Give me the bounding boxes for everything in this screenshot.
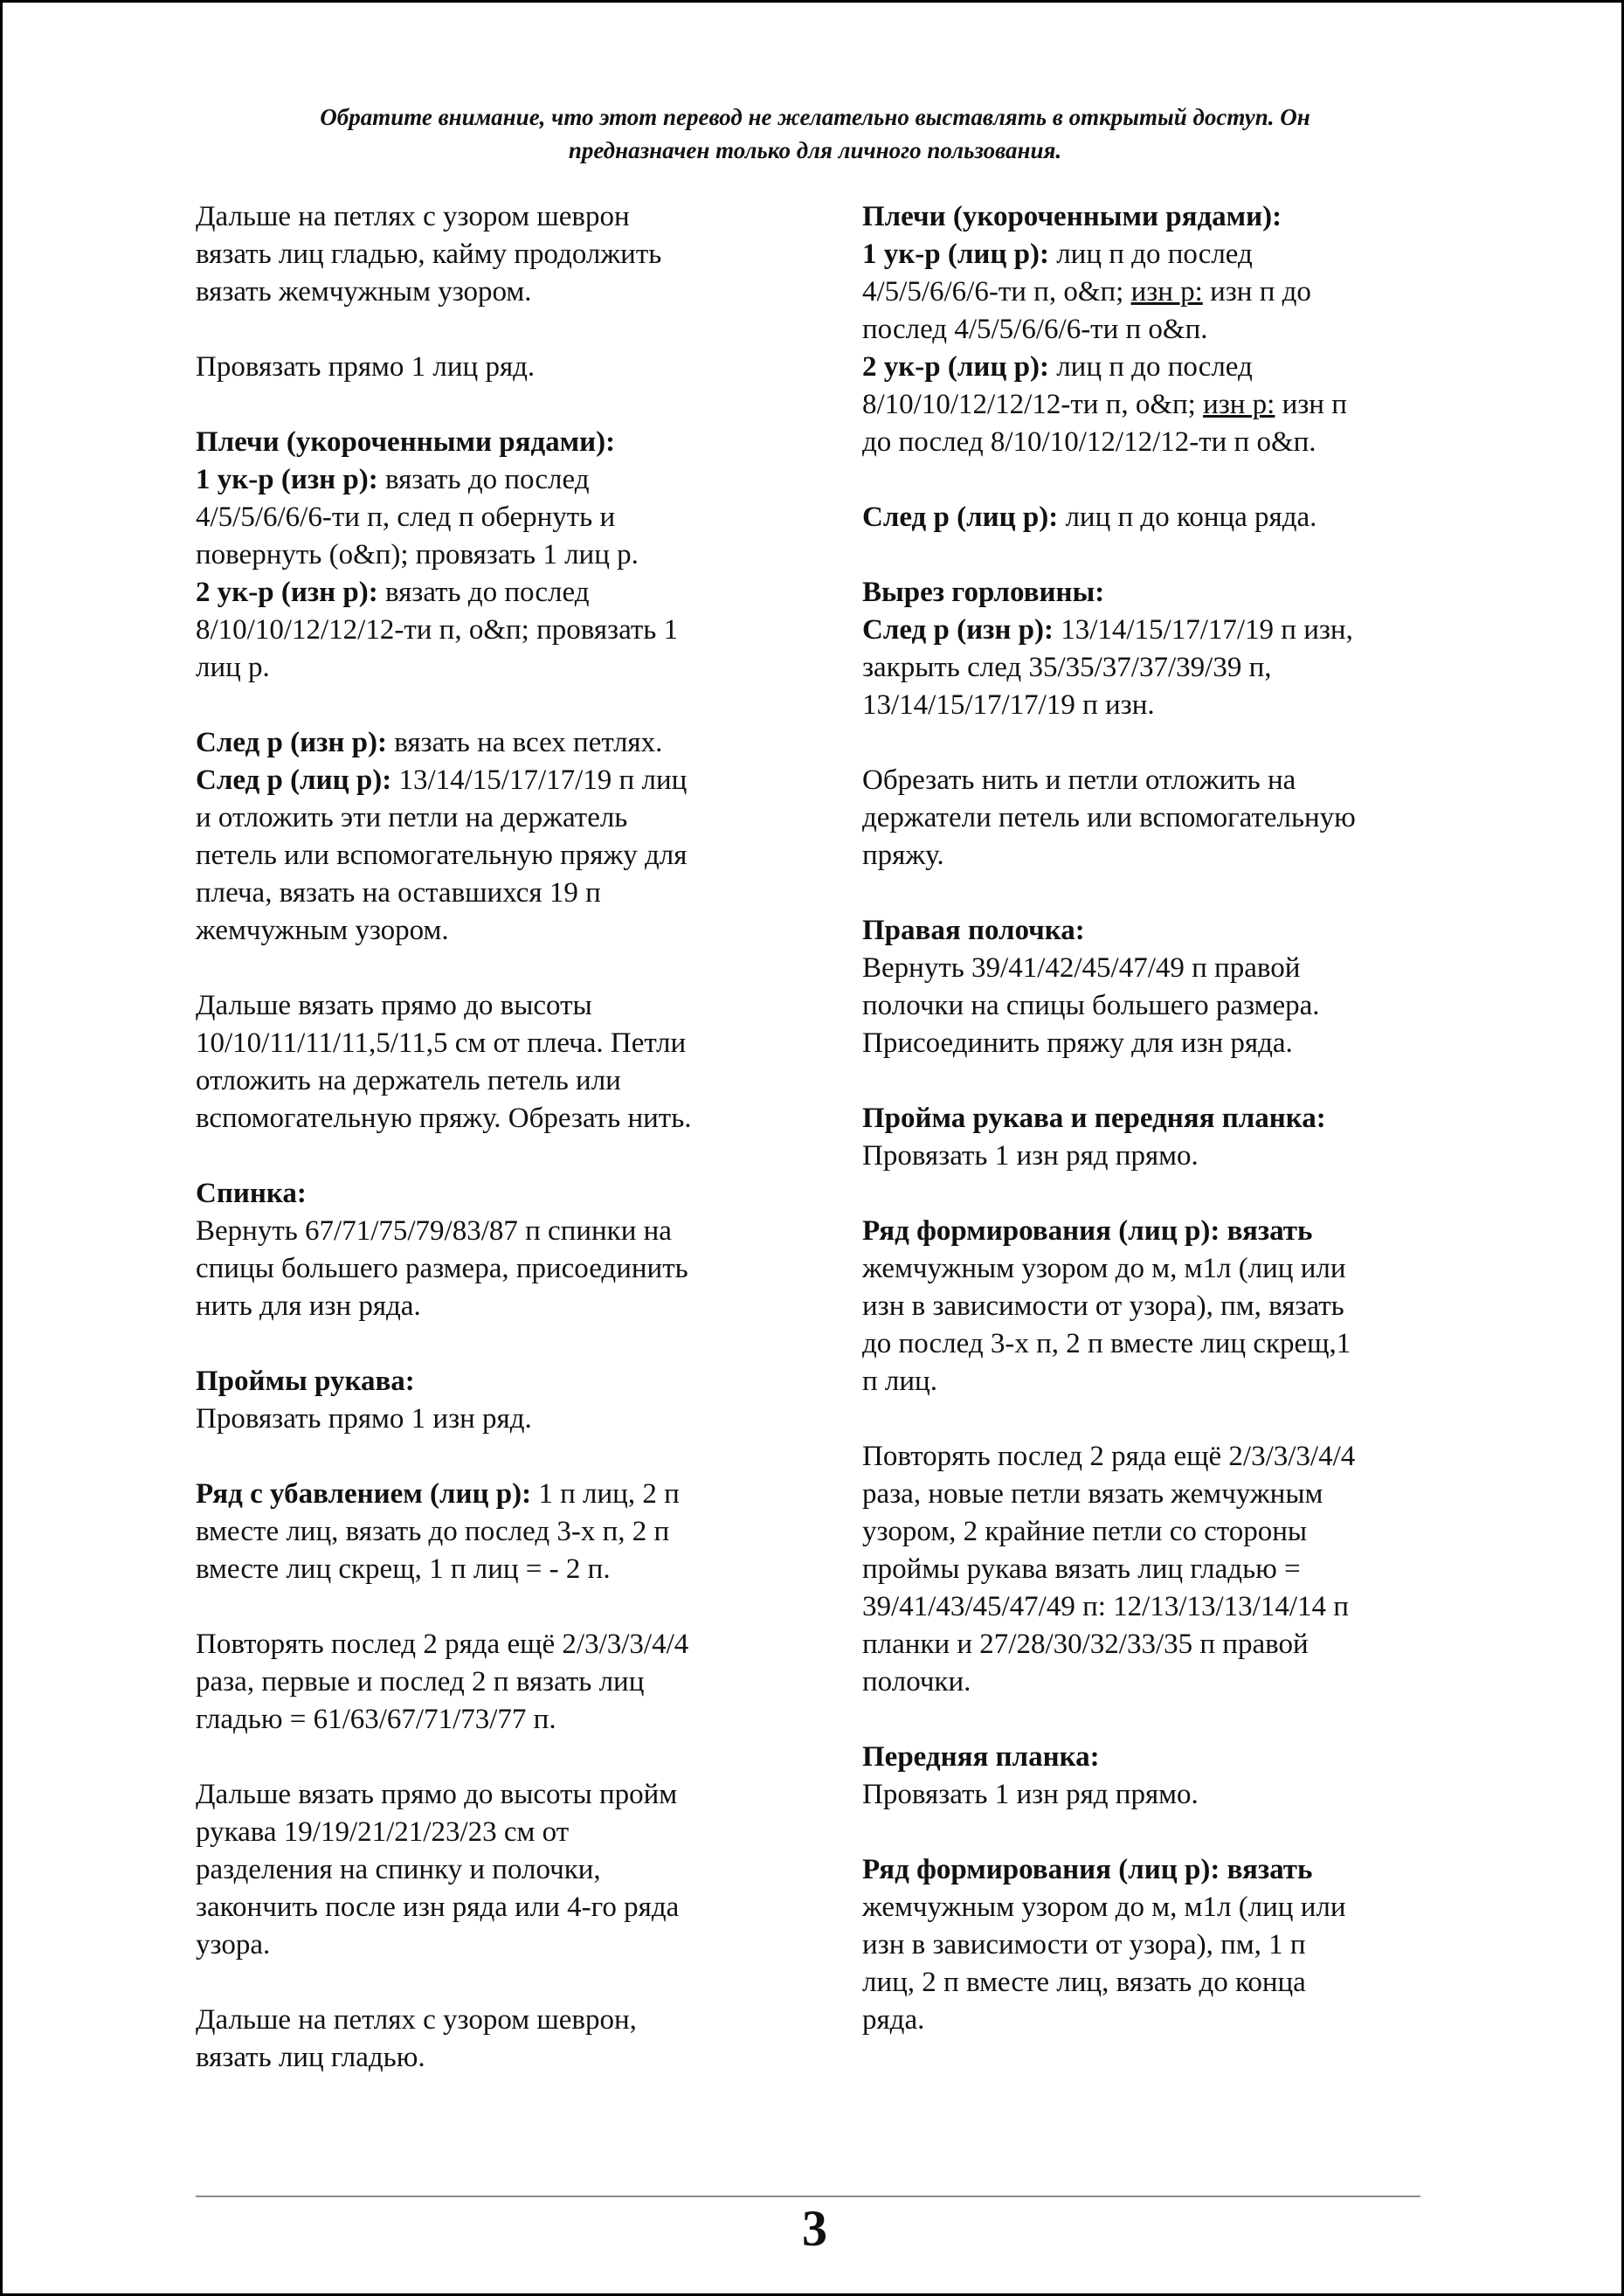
row-text: вязать на всех петлях. [386,727,663,758]
text-line: изн в зависимости от узора), пм, 1 п [862,1929,1306,1961]
text-line: Дальше вязать прямо до высоты [196,990,592,1021]
paragraph [196,1776,807,1964]
text-line: жемчужным узором до м, м1л (лиц или [862,1253,1346,1284]
paragraph [196,349,807,386]
section-heading: Пройма рукава и передняя планка: [862,1103,1326,1134]
section-heading: Ряд формирования (лиц р): вязать [862,1215,1313,1247]
text-line: нить для изн ряда. [196,1290,421,1322]
row-label: 1 ук-р (лиц р): [862,239,1049,270]
text-line: изн в зависимости от узора), пм, вязать [862,1290,1344,1322]
section-armhole-band [862,1100,1439,1175]
text-line: Вернуть 39/41/42/45/47/49 п правой [862,952,1301,984]
text-line: Дальше вязать прямо до высоты пройм [196,1779,678,1810]
section-armholes [196,1363,807,1438]
text-line: лиц, 2 п вместе лиц, вязать до конца [862,1967,1306,1998]
left-column [196,198,807,2114]
paragraph [196,1626,807,1739]
text-line: закончить после изн ряда или 4-го ряда [196,1891,680,1923]
text-line [862,236,1439,273]
notice-line: Обратите внимание, что этот перевод не желательно выставлять в открытый доступ. Он [320,104,1310,130]
row-text: изн п до [1202,276,1311,308]
text-line: вместе лиц, вязать до послед 3-х п, 2 п [196,1516,670,1547]
text-line: и отложить эти петли на держатель [196,802,628,833]
text-line: 39/41/43/45/47/49 п: 12/13/13/13/14/14 п [862,1591,1349,1622]
text-line: раза, первые и послед 2 п вязать лиц [196,1666,645,1698]
text-line [196,574,807,612]
text-line: вязать жемчужным узором. [196,276,532,308]
notice-line: предназначен только для личного пользования. [568,137,1062,163]
section-heading: Ряд формирования (лиц р): вязать [862,1854,1313,1885]
text-line: Дальше на петлях с узором шеврон [196,201,630,232]
underlined-text: изн р: [1130,276,1203,308]
paragraph [862,1438,1439,1701]
text-line: проймы рукава вязать лиц гладью = [862,1553,1301,1585]
text-line: Повторять послед 2 ряда ещё 2/3/3/3/4/4 [862,1441,1356,1472]
row-text: лиц п до послед [1048,351,1253,383]
text-line: вязать лиц гладью. [196,2042,425,2073]
text-line: вместе лиц скрещ, 1 п лиц = - 2 п. [196,1553,611,1585]
text-line [862,386,1439,424]
row-label: След р (лиц р): [196,764,392,796]
text-line: Провязать 1 изн ряд прямо. [862,1779,1199,1810]
text-line: повернуть (о&п); провязать 1 лиц р. [196,539,639,571]
text-line: гладью = 61/63/67/71/73/77 п. [196,1704,556,1735]
section-front-band [862,1739,1439,1814]
text-line: жемчужным узором до м, м1л (лиц или [862,1891,1346,1923]
text-line: узором, 2 крайние петли со стороны [862,1516,1308,1547]
section-shoulders-right [862,198,1439,461]
text-line [862,273,1439,311]
row-label: Ряд с убавлением (лиц р): [196,1478,532,1510]
text-line: петель или вспомогательную пряжу для [196,840,688,871]
paragraph [196,198,807,311]
section-back [196,1175,807,1325]
right-column [862,198,1439,2077]
text-line [196,762,807,799]
text-line: 8/10/10/12/12/12-ти п, о&п; провязать 1 [196,614,679,646]
text-line: отложить на держатель петель или [196,1065,621,1096]
text-line: разделения на спинку и полочки, [196,1854,601,1885]
text-line: закрыть след 35/35/37/37/39/39 п, [862,652,1272,683]
text-line [196,724,807,762]
section-shaping-row [862,1213,1439,1400]
text-line: вязать лиц гладью, кайму продолжить [196,239,662,270]
page-number: 3 [802,2200,827,2257]
section-right-front [862,912,1439,1062]
text-line: Провязать прямо 1 изн ряд. [196,1403,532,1435]
section-neckline [862,574,1439,724]
section-heading: Вырез горловины: [862,577,1105,608]
text-line [196,461,807,499]
paragraph [862,762,1439,875]
text-line: Обрезать нить и петли отложить на [862,764,1296,796]
text-line: полочки на спицы большего размера. [862,990,1320,1021]
row-text: лиц п до послед [1048,239,1253,270]
text-line: ряда. [862,2004,925,2036]
text-line: Повторять послед 2 ряда ещё 2/3/3/3/4/4 [196,1629,689,1660]
text-line [196,1476,807,1513]
text-line: Присоединить пряжу для изн ряда. [862,1027,1293,1059]
row-label: 1 ук-р (изн р): [196,464,378,495]
text-line: жемчужным узором. [196,915,449,946]
section-heading: Плечи (укороченными рядами): [196,426,616,458]
underlined-text: изн р: [1203,389,1275,420]
section-heading: Плечи (укороченными рядами): [862,201,1282,232]
row-text: 13/14/15/17/17/19 п изн, [1053,614,1353,646]
row-label: След р (изн р): [196,727,387,758]
text-line: Провязать прямо 1 лиц ряд. [196,351,536,383]
text-line: 4/5/5/6/6/6-ти п, след п обернуть и [196,501,616,533]
row-text: 1 п лиц, 2 п [531,1478,680,1510]
row-text: 8/10/10/12/12/12-ти п, о&п; [862,389,1204,420]
text-line [862,612,1439,649]
section-shaping-row [862,1851,1439,2039]
text-line: спицы большего размера, присоединить [196,1253,688,1284]
row-text: лиц п до конца ряда. [1058,501,1317,533]
row-label: След р (изн р): [862,614,1054,646]
text-line: Дальше на петлях с узором шеврон, [196,2004,637,2036]
text-line: Вернуть 67/71/75/79/83/87 п спинки на [196,1215,672,1247]
text-line: держатели петель или вспомогательную [862,802,1356,833]
text-line: 13/14/15/17/17/19 п изн. [862,689,1155,721]
section-heading: Передняя планка: [862,1741,1100,1773]
text-line: до послед 8/10/10/12/12/12-ти п о&п. [862,426,1316,458]
text-line: рукава 19/19/21/21/23/23 см от [196,1816,570,1848]
paragraph [196,2002,807,2077]
row-label: 2 ук-р (изн р): [196,577,378,608]
row-text: 4/5/5/6/6/6-ти п, о&п; [862,276,1131,308]
paragraph [862,499,1439,536]
footer-divider [196,2196,1420,2197]
row-text: изн п [1275,389,1347,420]
paragraph [196,1476,807,1588]
row-text: вязать до послед [377,464,590,495]
text-line: лиц р. [196,652,270,683]
text-line: 10/10/11/11/11,5/11,5 см от плеча. Петли [196,1027,687,1059]
text-line: плеча, вязать на оставшихся 19 п [196,877,601,909]
section-heading: Спинка: [196,1178,307,1209]
text-line: послед 4/5/5/6/6/6-ти п о&п. [862,314,1208,345]
text-line: полочки. [862,1666,971,1698]
paragraph [196,724,807,950]
section-heading: Правая полочка: [862,915,1085,946]
private-use-notice [195,100,1435,167]
section-shoulders [196,424,807,687]
text-line [862,349,1439,386]
row-label: След р (лиц р): [862,501,1059,533]
section-heading: Проймы рукава: [196,1366,415,1397]
text-line: до послед 3-х п, 2 п вместе лиц скрещ,1 [862,1328,1351,1359]
text-line: пряжу. [862,840,944,871]
row-text: вязать до послед [377,577,590,608]
text-line: узора. [196,1929,271,1961]
text-line: Провязать 1 изн ряд прямо. [862,1140,1199,1172]
text-line: планки и 27/28/30/32/33/35 п правой [862,1629,1309,1660]
paragraph [196,987,807,1138]
row-text: 13/14/15/17/17/19 п лиц [391,764,688,796]
text-line: п лиц. [862,1366,937,1397]
text-line: раза, новые петли вязать жемчужным [862,1478,1323,1510]
text-line: вспомогательную пряжу. Обрезать нить. [196,1103,692,1134]
row-label: 2 ук-р (лиц р): [862,351,1049,383]
text-line [862,499,1439,536]
